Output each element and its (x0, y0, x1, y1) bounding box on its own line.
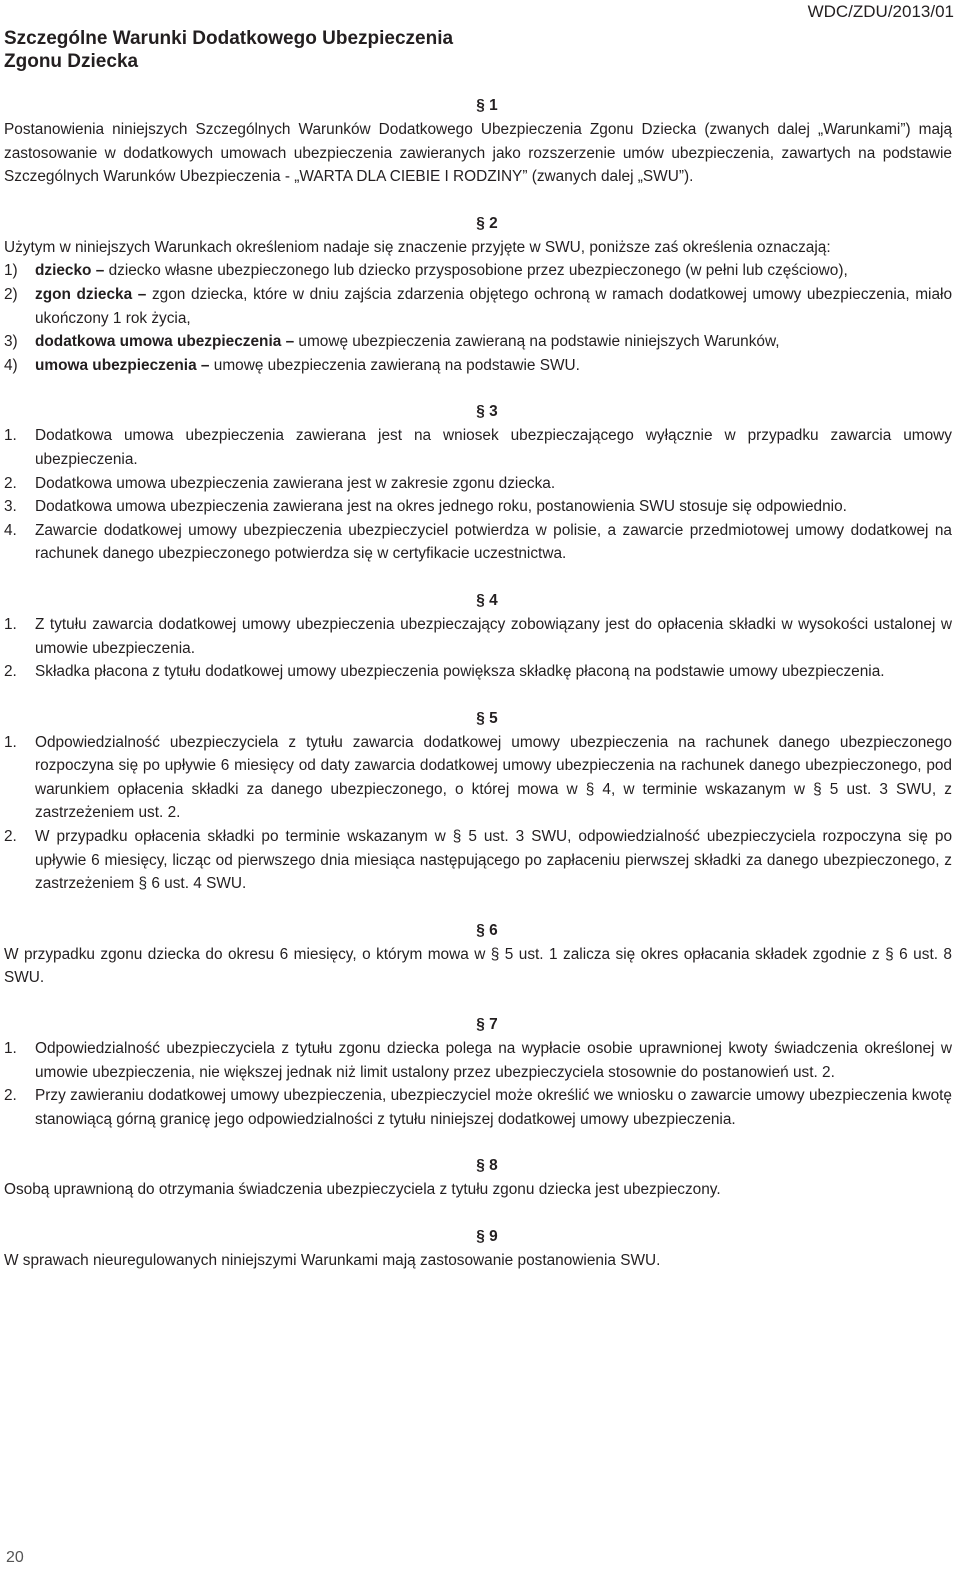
section-heading: § 9 (476, 1228, 498, 1245)
section (4, 1013, 952, 1131)
list-item-text (35, 424, 952, 471)
list-item (4, 330, 952, 354)
list-item-number: 2. (4, 1087, 17, 1105)
list-item-text (35, 472, 952, 496)
list-item-number: 1. (4, 733, 17, 751)
list-item-number: 4) (4, 356, 18, 374)
list-item-number: 4. (4, 521, 17, 539)
list-item (4, 1037, 952, 1084)
list-item-text (35, 731, 952, 825)
defined-term: dziecko – (35, 262, 105, 280)
section-paragraph: Użytym w niniejszych Warunkach określeniom nadaje się znaczenie przyjęte w SWU, poniższe zaś określenia oznaczają: (4, 238, 831, 256)
section-heading: § 7 (476, 1016, 498, 1034)
section-heading: § 6 (476, 921, 498, 939)
list-item-body: umowę ubezpieczenia zawieraną na podstawie niniejszych Warunków, (294, 333, 780, 351)
list-item-text (35, 519, 952, 566)
section (4, 589, 952, 684)
page-number: 20 (6, 1549, 24, 1566)
list-item-body: Zawarcie dodatkowej umowy ubezpieczenia ubezpieczyciel potwierdza w polisie, a zawarcie przedmiotowej umowy dodatkowej na rachunek danego ubezpieczonego potwierdza się w certyfikacie uczestnictwa. (35, 521, 952, 563)
list-item (4, 660, 952, 684)
document-body (4, 94, 952, 1296)
list-item (4, 259, 952, 283)
section-heading: § 1 (476, 97, 498, 114)
list-item-text (35, 283, 952, 330)
list-item-number: 2) (4, 285, 18, 303)
list-item-text (35, 1084, 952, 1131)
list-item-body: Z tytułu zawarcia dodatkowej umowy ubezpieczenia ubezpieczający zobowiązany jest do opłacenia składki w wysokości ustalonej w umowie ubezpieczenia. (35, 615, 952, 657)
list-item-text (35, 660, 952, 684)
list-item-number: 3) (4, 333, 18, 351)
list-item-text (35, 495, 952, 519)
list-item-text (35, 613, 952, 660)
list-item-number: 3. (4, 498, 17, 516)
defined-term: umowa ubezpieczenia – (35, 356, 210, 374)
section-heading: § 4 (476, 591, 498, 609)
section-paragraph: Postanowienia niniejszych Szczególnych Warunków Dodatkowego Ubezpieczenia Zgonu Dziecka (zwanych dalej „Warunkami”) mają zastosowanie w dodatkowych umowach ubezpieczenia zawieranych jako rozszerzenie umów ubezpieczenia, zawartych na podstawie Szczególnych Warunków Ubezpieczenia - „WARTA DLA CIEBIE I RODZINY” (zwanych dalej „SWU”). (4, 121, 952, 186)
list-item-text (35, 354, 952, 378)
defined-term: dodatkowa umowa ubezpieczenia – (35, 333, 295, 351)
list-item-body: dziecko własne ubezpieczonego lub dziecko przysposobione przez ubezpieczonego (w pełni lub częściowo), (104, 262, 848, 280)
list-item-body: Dodatkowa umowa ubezpieczenia zawierana jest na wniosek ubezpieczającego wyłącznie w przypadku zawarcia umowy ubezpieczenia. (35, 427, 952, 468)
section-heading: § 5 (476, 709, 498, 727)
list-item (4, 472, 952, 496)
list-item (4, 731, 952, 825)
document-code: WDC/ZDU/2013/01 (807, 2, 954, 21)
list-item-body: Odpowiedzialność ubezpieczyciela z tytułu zawarcia dodatkowej umowy ubezpieczenia na rachunek danego ubezpieczonego rozpoczyna się po upływie 6 miesięcy od daty zawarcia dodatkowej umowy ubezpieczenia na rachunek danego ubezpieczonego, pod warunkiem opłacenia składki za danego ubezpieczonego, o której mowa w § 4, w terminie wskazanym w § 5 ust. 3 SWU, z zastrzeżeniem ust. 2. (35, 733, 952, 822)
section-heading: § 2 (476, 214, 498, 232)
section (4, 707, 952, 896)
list-item (4, 825, 952, 896)
defined-term: zgon dziecka – (35, 285, 147, 303)
list-item (4, 613, 952, 660)
list-item-body: W przypadku opłacenia składki po terminie wskazanym w § 5 ust. 3 SWU, odpowiedzialność ubezpieczyciela rozpoczyna się po upływie 6 miesięcy, licząc od pierwszego dnia miesiąca następującego po zapłaceniu pierwszej składki za danego ubezpieczonego, z zastrzeżeniem § 6 ust. 4 SWU. (35, 828, 952, 893)
document-title (4, 27, 564, 73)
section-heading: § 8 (476, 1157, 498, 1175)
section (4, 94, 952, 189)
section (4, 400, 952, 566)
section (4, 1154, 952, 1202)
section (4, 212, 952, 378)
section-paragraph: W sprawach nieuregulowanych niniejszymi Warunkami mają zastosowanie postanowienia SWU. (4, 1252, 661, 1269)
title-line-2: Zgonu Dziecka (4, 51, 139, 72)
list-item-body: umowę ubezpieczenia zawieraną na podstawie SWU. (209, 356, 580, 374)
section-heading: § 3 (476, 403, 498, 421)
list-item-body: Składka płacona z tytułu dodatkowej umowy ubezpieczenia powiększa składkę płaconą na podstawie umowy ubezpieczenia. (35, 663, 885, 681)
section-paragraph: Osobą uprawnioną do otrzymania świadczenia ubezpieczyciela z tytułu zgonu dziecka jest ubezpieczony. (4, 1181, 721, 1199)
list-item (4, 354, 952, 378)
list-item-number: 1. (4, 427, 17, 445)
section (4, 1225, 952, 1273)
list-item (4, 283, 952, 330)
list-item-body: Dodatkowa umowa ubezpieczenia zawierana jest na okres jednego roku, postanowienia SWU stosuje się odpowiednio. (35, 498, 847, 516)
list-item-number: 2. (4, 828, 17, 846)
list-item-text (35, 1037, 952, 1084)
list-item (4, 519, 952, 566)
list-item (4, 424, 952, 471)
list-item (4, 495, 952, 519)
list-item-number: 2. (4, 663, 17, 681)
list-item-number: 1. (4, 1040, 17, 1058)
list-item-body: zgon dziecka, które w dniu zajścia zdarzenia objętego ochroną w ramach dodatkowej umowy ubezpieczenia, miało ukończony 1 rok życia, (35, 285, 953, 327)
list-item-text (35, 259, 952, 283)
list-item-number: 2. (4, 474, 17, 492)
section-paragraph: W przypadku zgonu dziecka do okresu 6 miesięcy, o którym mowa w § 5 ust. 1 zalicza się okres opłacania składek zgodnie z § 6 ust. 8 SWU. (4, 945, 952, 987)
section (4, 919, 952, 990)
list-item-text (35, 330, 952, 354)
title-line-1: Szczególne Warunki Dodatkowego Ubezpieczenia (4, 28, 454, 49)
list-item-body: Przy zawieraniu dodatkowej umowy ubezpieczenia, ubezpieczyciel może określić we wniosku o zawarcie umowy ubezpieczenia kwotę stanowiącą górną granicę jego odpowiedzialności z tytułu niniejszej dodatkowej umowy ubezpieczenia. (35, 1087, 952, 1128)
list-item-text (35, 825, 952, 896)
list-item (4, 1084, 952, 1131)
list-item-number: 1) (4, 262, 18, 280)
list-item-body: Odpowiedzialność ubezpieczyciela z tytułu zgonu dziecka polega na wypłacie osobie uprawnionej kwoty świadczenia określonej w umowie ubezpieczenia, nie większej jednak niż limit ustalony przez ubezpieczyciela stosownie do postanowień ust. 2. (35, 1040, 952, 1081)
list-item-body: Dodatkowa umowa ubezpieczenia zawierana jest w zakresie zgonu dziecka. (35, 474, 556, 492)
list-item-number: 1. (4, 615, 17, 633)
